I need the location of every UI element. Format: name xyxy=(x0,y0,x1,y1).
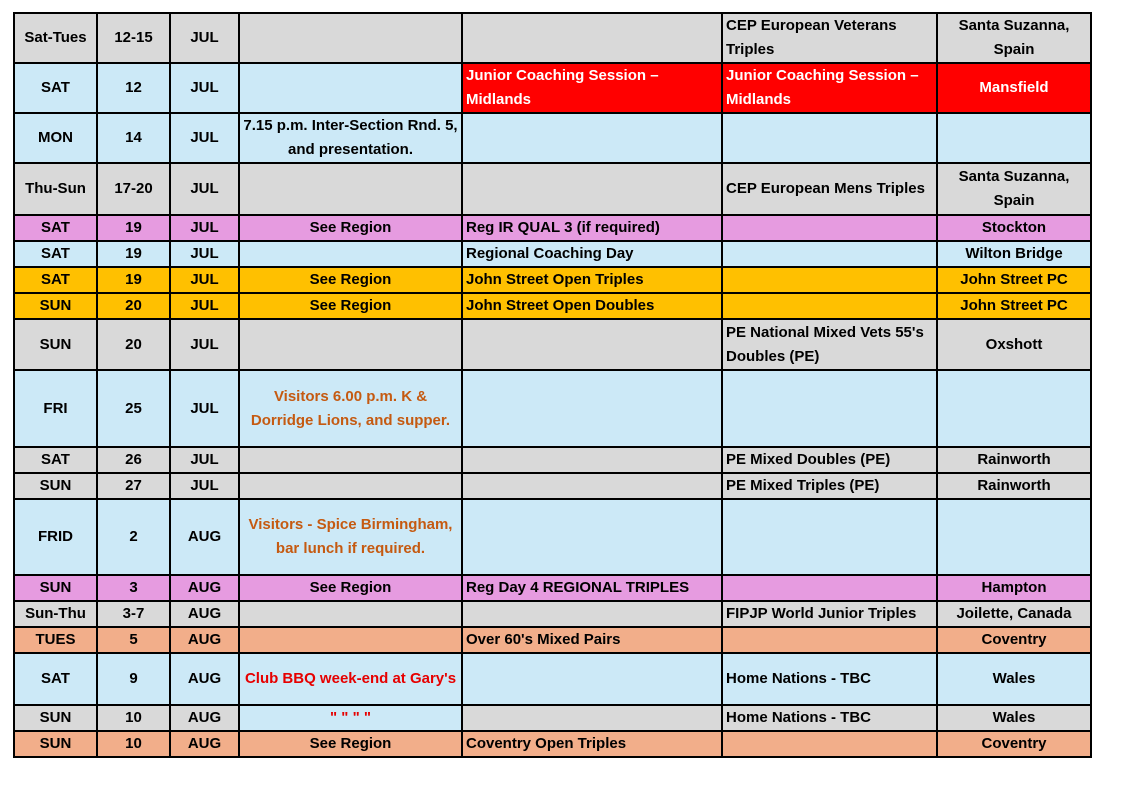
regional-event-cell: Reg IR QUAL 3 (if required) xyxy=(462,215,722,241)
table-row xyxy=(14,705,1091,731)
month-cell: JUL xyxy=(170,113,239,163)
date-cell: 2 xyxy=(97,499,170,575)
day-cell: SUN xyxy=(14,293,97,319)
date-cell: 9 xyxy=(97,653,170,705)
date-cell: 10 xyxy=(97,705,170,731)
month-cell: JUL xyxy=(170,370,239,447)
month-cell: JUL xyxy=(170,447,239,473)
table-row xyxy=(14,473,1091,499)
venue-cell: Joilette, Canada xyxy=(937,601,1091,627)
club-event-cell xyxy=(239,13,462,63)
regional-event-cell: Regional Coaching Day xyxy=(462,241,722,267)
day-cell: FRID xyxy=(14,499,97,575)
venue-cell: Santa Suzanna, Spain xyxy=(937,13,1091,63)
month-cell: JUL xyxy=(170,267,239,293)
venue-cell xyxy=(937,499,1091,575)
month-cell: JUL xyxy=(170,63,239,113)
regional-event-cell xyxy=(462,13,722,63)
day-cell: SUN xyxy=(14,473,97,499)
regional-event-cell xyxy=(462,319,722,370)
date-cell: 26 xyxy=(97,447,170,473)
date-cell: 10 xyxy=(97,731,170,757)
day-cell: SAT xyxy=(14,241,97,267)
club-event-cell xyxy=(239,319,462,370)
national-event-cell xyxy=(722,499,937,575)
national-event-cell xyxy=(722,293,937,319)
month-cell: JUL xyxy=(170,215,239,241)
regional-event-cell xyxy=(462,499,722,575)
date-cell: 25 xyxy=(97,370,170,447)
day-cell: MON xyxy=(14,113,97,163)
club-event-cell: Visitors - Spice Birmingham, bar lunch if required. xyxy=(239,499,462,575)
date-cell: 19 xyxy=(97,241,170,267)
venue-cell: Coventry xyxy=(937,731,1091,757)
day-cell: SAT xyxy=(14,215,97,241)
day-cell: SAT xyxy=(14,447,97,473)
table-row xyxy=(14,241,1091,267)
regional-event-cell xyxy=(462,705,722,731)
club-event-cell: See Region xyxy=(239,215,462,241)
venue-cell: Rainworth xyxy=(937,473,1091,499)
national-event-cell: PE Mixed Triples (PE) xyxy=(722,473,937,499)
day-cell: Sat-Tues xyxy=(14,13,97,63)
date-cell: 5 xyxy=(97,627,170,653)
table-row xyxy=(14,63,1091,113)
venue-cell: Oxshott xyxy=(937,319,1091,370)
venue-cell: John Street PC xyxy=(937,293,1091,319)
table-row xyxy=(14,601,1091,627)
day-cell: SUN xyxy=(14,705,97,731)
table-row xyxy=(14,370,1091,447)
month-cell: JUL xyxy=(170,241,239,267)
table-row xyxy=(14,163,1091,215)
national-event-cell: Junior Coaching Session – Midlands xyxy=(722,63,937,113)
regional-event-cell: Junior Coaching Session – Midlands xyxy=(462,63,722,113)
date-cell: 12 xyxy=(97,63,170,113)
venue-cell: Mansfield xyxy=(937,63,1091,113)
venue-cell: Wales xyxy=(937,705,1091,731)
regional-event-cell: Coventry Open Triples xyxy=(462,731,722,757)
day-cell: SAT xyxy=(14,267,97,293)
month-cell: AUG xyxy=(170,653,239,705)
month-cell: AUG xyxy=(170,601,239,627)
national-event-cell xyxy=(722,575,937,601)
date-cell: 19 xyxy=(97,267,170,293)
regional-event-cell xyxy=(462,370,722,447)
day-cell: SAT xyxy=(14,653,97,705)
date-cell: 3 xyxy=(97,575,170,601)
club-event-cell: See Region xyxy=(239,575,462,601)
table-row xyxy=(14,447,1091,473)
regional-event-cell xyxy=(462,113,722,163)
club-event-cell: 7.15 p.m. Inter-Section Rnd. 5, and presentation. xyxy=(239,113,462,163)
club-event-cell: See Region xyxy=(239,731,462,757)
date-cell: 20 xyxy=(97,319,170,370)
national-event-cell: Home Nations - TBC xyxy=(722,705,937,731)
national-event-cell: PE National Mixed Vets 55's Doubles (PE) xyxy=(722,319,937,370)
regional-event-cell xyxy=(462,473,722,499)
club-event-cell: See Region xyxy=(239,267,462,293)
national-event-cell xyxy=(722,113,937,163)
club-event-cell: " " " " xyxy=(239,705,462,731)
table-row xyxy=(14,215,1091,241)
club-event-cell xyxy=(239,473,462,499)
day-cell: Thu-Sun xyxy=(14,163,97,215)
national-event-cell: FIPJP World Junior Triples xyxy=(722,601,937,627)
club-event-cell xyxy=(239,163,462,215)
national-event-cell xyxy=(722,627,937,653)
regional-event-cell xyxy=(462,163,722,215)
national-event-cell xyxy=(722,215,937,241)
club-event-cell xyxy=(239,63,462,113)
club-event-cell xyxy=(239,601,462,627)
regional-event-cell: John Street Open Triples xyxy=(462,267,722,293)
club-event-cell: Club BBQ week-end at Gary's xyxy=(239,653,462,705)
table-row xyxy=(14,575,1091,601)
month-cell: AUG xyxy=(170,627,239,653)
regional-event-cell: Over 60's Mixed Pairs xyxy=(462,627,722,653)
table-row xyxy=(14,653,1091,705)
day-cell: SAT xyxy=(14,63,97,113)
club-event-cell xyxy=(239,241,462,267)
national-event-cell xyxy=(722,267,937,293)
date-cell: 3-7 xyxy=(97,601,170,627)
regional-event-cell: Reg Day 4 REGIONAL TRIPLES xyxy=(462,575,722,601)
day-cell: SUN xyxy=(14,575,97,601)
day-cell: Sun-Thu xyxy=(14,601,97,627)
national-event-cell xyxy=(722,241,937,267)
month-cell: AUG xyxy=(170,575,239,601)
month-cell: JUL xyxy=(170,473,239,499)
day-cell: SUN xyxy=(14,731,97,757)
national-event-cell: PE Mixed Doubles (PE) xyxy=(722,447,937,473)
month-cell: AUG xyxy=(170,731,239,757)
venue-cell: Hampton xyxy=(937,575,1091,601)
day-cell: SUN xyxy=(14,319,97,370)
table-row xyxy=(14,293,1091,319)
table-row xyxy=(14,627,1091,653)
venue-cell: Coventry xyxy=(937,627,1091,653)
table-row xyxy=(14,731,1091,757)
venue-cell xyxy=(937,370,1091,447)
club-event-cell: See Region xyxy=(239,293,462,319)
month-cell: AUG xyxy=(170,499,239,575)
month-cell: JUL xyxy=(170,163,239,215)
national-event-cell: Home Nations - TBC xyxy=(722,653,937,705)
month-cell: JUL xyxy=(170,319,239,370)
date-cell: 27 xyxy=(97,473,170,499)
date-cell: 12-15 xyxy=(97,13,170,63)
regional-event-cell: John Street Open Doubles xyxy=(462,293,722,319)
date-cell: 20 xyxy=(97,293,170,319)
date-cell: 14 xyxy=(97,113,170,163)
regional-event-cell xyxy=(462,653,722,705)
table-row xyxy=(14,319,1091,370)
day-cell: FRI xyxy=(14,370,97,447)
national-event-cell: CEP European Veterans Triples xyxy=(722,13,937,63)
club-event-cell: Visitors 6.00 p.m. K & Dorridge Lions, and supper. xyxy=(239,370,462,447)
club-event-cell xyxy=(239,447,462,473)
month-cell: JUL xyxy=(170,293,239,319)
table-row xyxy=(14,499,1091,575)
regional-event-cell xyxy=(462,601,722,627)
venue-cell xyxy=(937,113,1091,163)
venue-cell: John Street PC xyxy=(937,267,1091,293)
club-event-cell xyxy=(239,627,462,653)
month-cell: JUL xyxy=(170,13,239,63)
schedule-table xyxy=(13,12,1092,758)
venue-cell: Rainworth xyxy=(937,447,1091,473)
venue-cell: Wilton Bridge xyxy=(937,241,1091,267)
regional-event-cell xyxy=(462,447,722,473)
national-event-cell: CEP European Mens Triples xyxy=(722,163,937,215)
table-row xyxy=(14,113,1091,163)
table-row xyxy=(14,267,1091,293)
national-event-cell xyxy=(722,370,937,447)
month-cell: AUG xyxy=(170,705,239,731)
national-event-cell xyxy=(722,731,937,757)
table-row xyxy=(14,13,1091,63)
venue-cell: Santa Suzanna, Spain xyxy=(937,163,1091,215)
venue-cell: Wales xyxy=(937,653,1091,705)
venue-cell: Stockton xyxy=(937,215,1091,241)
date-cell: 17-20 xyxy=(97,163,170,215)
date-cell: 19 xyxy=(97,215,170,241)
day-cell: TUES xyxy=(14,627,97,653)
